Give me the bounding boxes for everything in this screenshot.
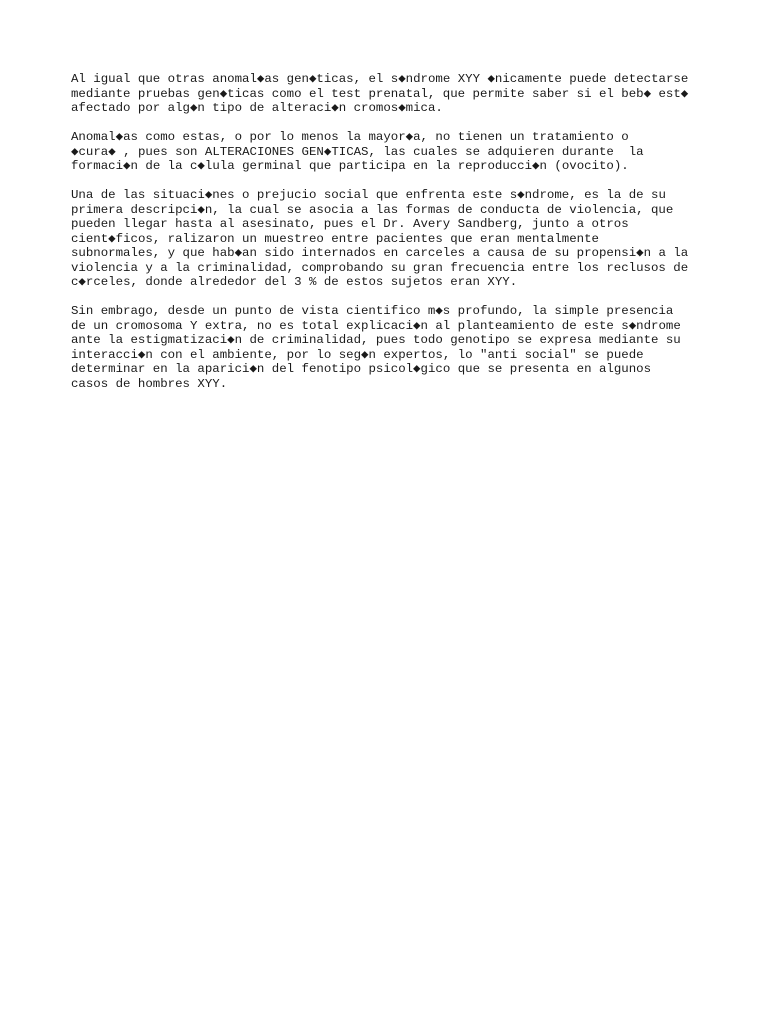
- text-line: determinar en la aparici◆n del fenotipo psicol◆gico que se presenta en algunos: [71, 362, 652, 376]
- text-line: subnormales, y que hab◆an sido internados en carceles a causa de su propensi◆n a la: [71, 246, 689, 260]
- text-line: Anomal◆as como estas, o por lo menos la mayor◆a, no tienen un tratamiento o: [71, 130, 629, 144]
- text-line: ante la estigmatizaci◆n de criminalidad, pues todo genotipo se expresa mediante su: [71, 333, 681, 347]
- text-line: Al igual que otras anomal◆as gen◆ticas, el s◆ndrome XYY ◆nicamente puede detectarse: [71, 72, 689, 86]
- text-line: Una de las situaci◆nes o prejucio social que enfrenta este s◆ndrome, es la de su: [71, 188, 666, 202]
- document-page: [71, 72, 711, 406]
- text-line: violencia y a la criminalidad, comprobando su gran frecuencia entre los reclusos de: [71, 260, 689, 275]
- paragraph-4: [71, 304, 711, 391]
- text-line: pueden llegar hasta al asesinato, pues el Dr. Avery Sandberg, junto a otros: [71, 217, 629, 231]
- text-line: mediante pruebas gen◆ticas como el test prenatal, que permite saber si el beb◆ est◆: [71, 86, 689, 101]
- text-line: casos de hombres XYY.: [71, 376, 228, 391]
- text-line: primera descripci◆n, la cual se asocia a las formas de conducta de violencia, que: [71, 202, 674, 217]
- text-line: cient◆ficos, ralizaron un muestreo entre pacientes que eran mentalmente: [71, 231, 599, 246]
- paragraph-2: [71, 130, 711, 174]
- text-line: afectado por alg◆n tipo de alteraci◆n cromos◆mica.: [71, 101, 443, 115]
- text-line: formaci◆n de la c◆lula germinal que participa en la reproducci◆n (ovocito).: [71, 159, 629, 173]
- text-line: de un cromosoma Y extra, no es total explicaci◆n al planteamiento de este s◆ndrome: [71, 318, 681, 333]
- text-line: interacci◆n con el ambiente, por lo seg◆n expertos, lo "anti social" se puede: [71, 347, 644, 362]
- text-line: c◆rceles, donde alrededor del 3 % de estos sujetos eran XYY.: [71, 275, 518, 289]
- paragraph-1: [71, 72, 711, 116]
- paragraph-3: [71, 188, 711, 290]
- text-line: ◆cura◆ , pues son ALTERACIONES GEN◆TICAS, las cuales se adquieren durante la: [71, 144, 644, 159]
- text-line: Sin embrago, desde un punto de vista cientifico m◆s profundo, la simple presencia: [71, 304, 674, 318]
